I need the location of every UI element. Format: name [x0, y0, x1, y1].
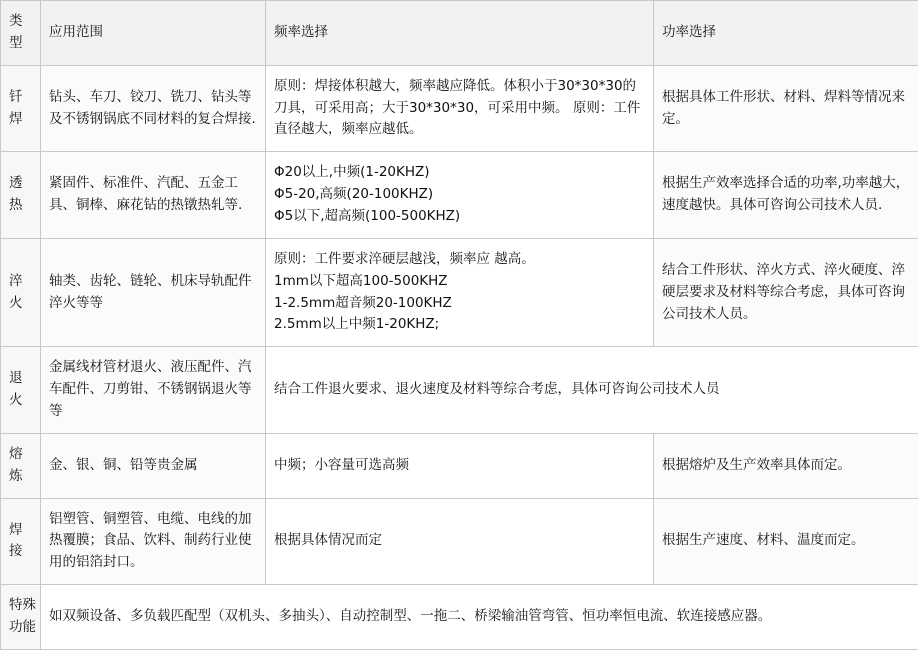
cell-type-label: 特殊功能 [9, 597, 36, 636]
cell-power: 结合工件形状、淬火方式、淬火硬度、淬硬层要求及材料等综合考虑，具体可咨询公司技术人员。 [654, 238, 918, 346]
cell-scope: 金属线材管材退火、液压配件、汽车配件、刀剪钳、不锈钢锅退火等等 [41, 347, 266, 434]
cell-combined-description: 如双频设备、多负载匹配型（双机头、多抽头）、自动控制型、一拖二、桥梁输油管弯管、恒功率恒电流、软连接感应器。 [41, 585, 918, 650]
cell-type [1, 585, 41, 650]
table-row [1, 65, 918, 152]
table-body [1, 65, 918, 649]
cell-frequency: Φ20以上,中频(1-20KHZ) Φ5-20,高频(20-100KHZ) Φ5以下,超高频(100-500KHZ) [266, 152, 654, 239]
cell-scope: 金、银、铜、铅等贵金属 [41, 433, 266, 498]
cell-frequency: 原则：焊接体积越大，频率越应降低。体积小于30*30*30的刀具，可采用高；大于30*30*30，可采用中频。 原则：工件直径越大，频率应越低。 [266, 65, 654, 152]
cell-scope: 轴类、齿轮、链轮、机床导轨配件淬火等等 [41, 238, 266, 346]
table-row [1, 238, 918, 346]
header-power: 功率选择 [654, 1, 918, 66]
table-row [1, 152, 918, 239]
cell-type: 透热 [1, 152, 41, 239]
cell-frequency: 中频；小容量可选高频 [266, 433, 654, 498]
cell-frequency: 根据具体情况而定 [266, 498, 654, 585]
cell-scope: 紧固件、标准件、汽配、五金工具、铜棒、麻花钻的热镦热轧等. [41, 152, 266, 239]
table-row [1, 585, 918, 650]
cell-power: 根据熔炉及生产效率具体而定。 [654, 433, 918, 498]
cell-scope: 铝塑管、铜塑管、电缆、电线的加热覆膜；食品、饮料、制药行业使用的铝箔封口。 [41, 498, 266, 585]
header-row [1, 1, 918, 66]
table-header [1, 1, 918, 66]
table-row [1, 498, 918, 585]
table-row [1, 347, 918, 434]
table-row [1, 433, 918, 498]
cell-type: 退火 [1, 347, 41, 434]
cell-type: 钎焊 [1, 65, 41, 152]
cell-power: 根据具体工件形状、材料、焊料等情况来定。 [654, 65, 918, 152]
header-frequency: 频率选择 [266, 1, 654, 66]
cell-type: 焊接 [1, 498, 41, 585]
cell-power: 根据生产速度、材料、温度而定。 [654, 498, 918, 585]
cell-frequency: 原则：工件要求淬硬层越浅，频率应 越高。 1mm以下超高100-500KHZ 1-2.5mm超音频20-100KHZ 2.5mm以上中频1-20KHZ; [266, 238, 654, 346]
cell-type: 淬火 [1, 238, 41, 346]
cell-scope: 钻头、车刀、铰刀、铣刀、钻头等及不锈钢锅底不同材料的复合焊接. [41, 65, 266, 152]
cell-power: 根据生产效率选择合适的功率,功率越大，速度越快。具体可咨询公司技术人员. [654, 152, 918, 239]
header-type: 类 型 [1, 1, 41, 66]
header-scope: 应用范围 [41, 1, 266, 66]
cell-type: 熔炼 [1, 433, 41, 498]
cell-combined-frequency-power: 结合工件退火要求、退火速度及材料等综合考虑，具体可咨询公司技术人员 [266, 347, 918, 434]
